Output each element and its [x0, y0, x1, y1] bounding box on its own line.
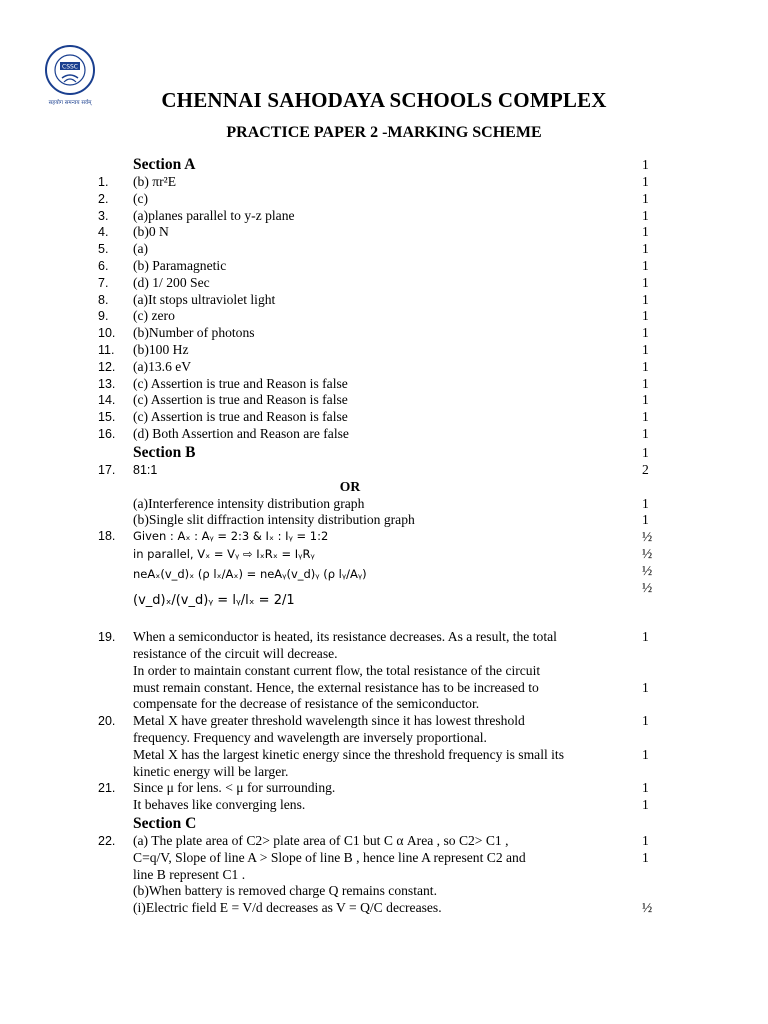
question-number: 19.	[98, 630, 116, 645]
answer-text: Metal X has the largest kinetic energy since the threshold frequency is small its	[133, 746, 564, 762]
question-number: 12.	[98, 359, 116, 374]
question-number: 21.	[98, 781, 116, 796]
answer-mark: 1	[642, 241, 649, 257]
answer-mark: 1	[642, 224, 649, 240]
question-21-line	[0, 797, 768, 814]
question-number: 14.	[98, 393, 116, 408]
question-18	[0, 529, 768, 629]
question-2	[0, 191, 768, 208]
question-number: 15.	[98, 410, 116, 425]
answer-text: frequency. Frequency and wavelength are inversely proportional.	[133, 729, 487, 745]
question-19-line	[0, 629, 768, 646]
answer-text: must remain constant. Hence, the external resistance has to be increased to	[133, 679, 539, 695]
question-number: 4.	[98, 225, 109, 240]
answer-text: compensate for the decrease of resistance of the semiconductor.	[133, 696, 480, 712]
formula-line: in parallel, Vₓ = Vᵧ ⇨ IₓRₓ = IᵧRᵧ	[133, 547, 315, 562]
answer-text: (b)Single slit diffraction intensity distribution graph	[133, 512, 415, 528]
answer-mark: 1	[642, 425, 649, 441]
or-divider	[0, 479, 768, 496]
question-number: 1.	[98, 175, 109, 189]
org-title: CHENNAI SAHODAYA SCHOOLS COMPLEX	[161, 88, 607, 112]
question-number: 22.	[98, 833, 116, 848]
question-number: 3.	[98, 208, 109, 223]
answer-mark: 1	[642, 832, 649, 848]
answer-mark: 1	[642, 291, 649, 307]
question-20-line	[0, 713, 768, 730]
question-17-or-a	[0, 496, 768, 513]
answer-mark: 1	[642, 392, 649, 408]
answer-mark: 1	[642, 358, 649, 374]
question-22-line	[0, 867, 768, 884]
answer-mark: 1	[642, 629, 649, 645]
answer-mark: 1	[642, 174, 649, 189]
answer-text: (c) Assertion is true and Reason is false	[133, 409, 348, 425]
question-12	[0, 359, 768, 376]
answer-text: (b) πr²E	[133, 174, 177, 189]
answer-text: 81:1	[133, 462, 158, 477]
question-16	[0, 426, 768, 443]
answer-mark: 1	[642, 512, 649, 528]
answer-mark: 1	[642, 325, 649, 341]
formula-line: (v_d)ₓ/(v_d)ᵧ = lᵧ/lₓ = 2/1	[133, 593, 295, 609]
question-number: 5.	[98, 242, 109, 257]
answer-mark: 1	[642, 746, 649, 762]
answer-text: (a)	[133, 241, 149, 257]
question-number: 6.	[98, 258, 109, 273]
question-number: 17.	[98, 462, 116, 477]
answer-text: (d) Both Assertion and Reason are false	[133, 425, 349, 441]
answer-mark: 1	[642, 409, 649, 425]
formula-line: neAₓ(v_d)ₓ (ρ lₓ/Aₓ) = neAᵧ(v_d)ᵧ (ρ lᵧ/Aᵧ)	[133, 567, 367, 582]
section-mark: 1	[642, 444, 649, 460]
answer-text: Metal X have greater threshold wavelength since it has lowest threshold	[133, 713, 525, 729]
section-a-heading	[0, 155, 768, 174]
answer-mark: ½	[642, 563, 653, 579]
answer-text: (d) 1/ 200 Sec	[133, 274, 210, 290]
question-22-line	[0, 850, 768, 867]
formula-line: Given : Aₓ : Aᵧ = 2:3 & Iₓ : Iᵧ = 1:2	[133, 529, 329, 544]
question-19-line	[0, 696, 768, 713]
question-number: 7.	[98, 275, 109, 290]
question-22-line	[0, 833, 768, 850]
question-20-line	[0, 764, 768, 781]
section-mark: 1	[642, 157, 649, 172]
answer-text: line B represent C1 .	[133, 866, 246, 882]
answer-text: (a)It stops ultraviolet light	[133, 291, 276, 307]
answer-mark: ½	[642, 580, 653, 596]
answer-mark: 1	[642, 780, 649, 796]
answer-mark: 2	[642, 461, 649, 477]
question-19-line	[0, 663, 768, 680]
question-number: 16.	[98, 426, 116, 441]
question-5	[0, 241, 768, 258]
answer-text: (a)planes parallel to y-z plane	[133, 207, 295, 223]
question-17	[0, 462, 768, 479]
logo-badge: CSSC	[62, 63, 78, 71]
question-number: 18.	[98, 529, 116, 544]
question-8	[0, 292, 768, 309]
answer-text: (b)0 N	[133, 224, 169, 240]
section-a-list	[0, 174, 768, 443]
answer-text: (c)	[133, 190, 149, 206]
paper-title: PRACTICE PAPER 2 -MARKING SCHEME	[226, 124, 542, 141]
marking-scheme	[0, 155, 768, 917]
section-title: Section A	[133, 156, 196, 173]
question-number: 2.	[98, 191, 109, 206]
answer-mark: ½	[642, 529, 653, 545]
question-9	[0, 308, 768, 325]
question-22	[0, 833, 768, 917]
question-number: 20.	[98, 714, 116, 729]
answer-mark: ½	[642, 900, 653, 916]
answer-text: It behaves like converging lens.	[133, 797, 306, 813]
question-7	[0, 275, 768, 292]
answer-mark: 1	[642, 257, 649, 273]
or-label: OR	[339, 478, 361, 494]
question-21-line	[0, 780, 768, 797]
answer-mark: 1	[642, 797, 649, 813]
question-11	[0, 342, 768, 359]
question-6	[0, 258, 768, 275]
answer-text: (a) The plate area of C2> plate area of C1 but C α Area , so C2> C1 ,	[133, 832, 509, 848]
answer-mark: 1	[642, 495, 649, 511]
answer-text: (c) Assertion is true and Reason is false	[133, 392, 348, 408]
answer-text: C=q/V, Slope of line A > Slope of line B , hence line A represent C2 and	[133, 849, 526, 865]
answer-mark: 1	[642, 341, 649, 357]
answer-mark: 1	[642, 849, 649, 865]
answer-mark: ½	[642, 546, 653, 562]
question-20-line	[0, 730, 768, 747]
question-3	[0, 208, 768, 225]
question-22-line	[0, 883, 768, 900]
question-19-line	[0, 646, 768, 663]
answer-text: (c) Assertion is true and Reason is false	[133, 375, 348, 391]
answer-mark: 1	[642, 207, 649, 223]
question-10	[0, 325, 768, 342]
question-number: 10.	[98, 326, 116, 341]
question-20-line	[0, 747, 768, 764]
answer-mark: 1	[642, 713, 649, 729]
question-13	[0, 376, 768, 393]
answer-text: When a semiconductor is heated, its resistance decreases. As a result, the total	[133, 629, 557, 645]
answer-mark: 1	[642, 679, 649, 695]
answer-mark: 1	[642, 190, 649, 206]
question-number: 9.	[98, 309, 109, 324]
question-number: 11.	[98, 342, 115, 357]
logo-motto: सहयोग समन्वय सर्वम्	[48, 100, 92, 106]
answer-text: (a)Interference intensity distribution graph	[133, 495, 365, 511]
answer-mark: 1	[642, 375, 649, 391]
question-number: 8.	[98, 292, 109, 307]
question-17-or-b	[0, 512, 768, 529]
answer-text: In order to maintain constant current flow, the total resistance of the circuit	[133, 662, 541, 678]
answer-text: (i)Electric field E = V/d decreases as V = Q/C decreases.	[133, 900, 442, 916]
answer-text: (b)Number of photons	[133, 325, 255, 341]
question-15	[0, 409, 768, 426]
section-b-heading	[0, 443, 768, 462]
section-c-heading	[0, 814, 768, 833]
answer-text: (c) zero	[133, 308, 175, 324]
section-title: Section C	[133, 814, 197, 832]
answer-text: (a)13.6 eV	[133, 358, 192, 374]
question-1	[0, 174, 768, 191]
section-title: Section B	[133, 443, 196, 461]
answer-text: kinetic energy will be larger.	[133, 763, 289, 779]
question-14	[0, 392, 768, 409]
answer-text: resistance of the circuit will decrease.	[133, 645, 338, 661]
answer-text: (b)When battery is removed charge Q remains constant.	[133, 883, 437, 899]
question-number: 13.	[98, 376, 116, 391]
answer-mark: 1	[642, 274, 649, 290]
answer-text: (b) Paramagnetic	[133, 257, 227, 273]
answer-text: (b)100 Hz	[133, 341, 189, 357]
question-19-line	[0, 680, 768, 697]
answer-text: Since μ for lens. < μ for surrounding.	[133, 780, 336, 796]
question-4	[0, 224, 768, 241]
question-22-line	[0, 900, 768, 917]
answer-mark: 1	[642, 308, 649, 324]
